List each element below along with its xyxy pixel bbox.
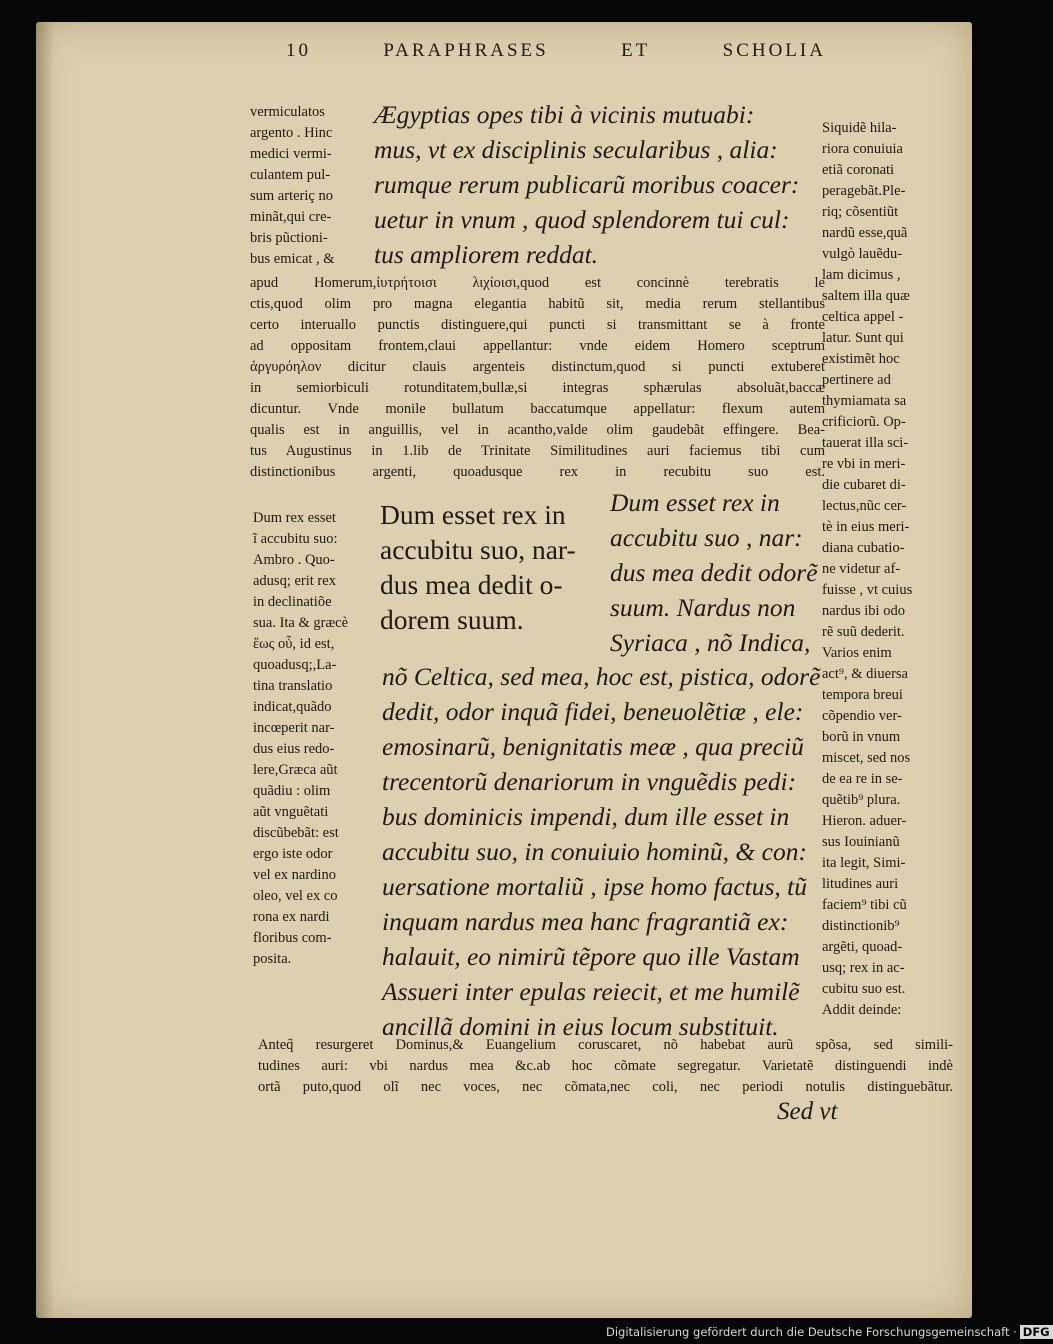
text-line: ad oppositam frontem,claui appellantur: vnde eidem Homero sceptrum <box>250 338 825 354</box>
text-line: tus ampliorem reddat. <box>374 240 599 269</box>
text-line: sus Iouinianũ <box>822 834 900 850</box>
text-line: distinctionib⁹ <box>822 918 900 934</box>
text-line: ne videtur af- <box>822 561 901 577</box>
scripture-text <box>380 497 605 637</box>
text-line: vulgò lauẽdu- <box>822 246 903 262</box>
text-line: bus dominicis impendi, dum ille esset in <box>382 802 790 831</box>
text-line: die cubaret di- <box>822 477 906 493</box>
text-line: quoadusq;,La- <box>253 657 337 673</box>
text-line: usq; rex in ac- <box>822 960 905 976</box>
text-line: ctis,quod olim pro magna elegantia habitũ sit, media rerum stellantibus <box>250 296 825 312</box>
running-title-word: SCHOLIA <box>722 40 826 61</box>
text-line: bus emicat , & <box>250 251 335 267</box>
text-line: Anteq̃ resurgeret Dominus,& Euangelium coruscaret, nõ habebat aurũ spõsa, sed simili- <box>258 1037 953 1053</box>
text-line: Dum rex esset <box>253 510 336 526</box>
catchword: Sed vt <box>777 1098 838 1125</box>
text-line: posita. <box>253 951 292 967</box>
text-line: vel ex nardino <box>253 867 336 883</box>
text-line: Hieron. aduer- <box>822 813 907 829</box>
text-line: quẽtib⁹ plura. <box>822 792 901 808</box>
text-line: tudines auri: vbi nardus mea &c.ab hoc cõmate segregatur. Varietatẽ distinguendi indè <box>258 1058 953 1074</box>
text-line: accubitu suo , nar: <box>610 523 803 552</box>
text-line: in declinatiõe <box>253 594 332 610</box>
text-line: minãt,qui cre- <box>250 209 332 225</box>
text-line: distinctionibus argenti, quoadusque rex in recubitu suo est. <box>250 464 825 480</box>
dfg-logo: DFG <box>1020 1325 1053 1339</box>
text-line: diana cubatio- <box>822 540 905 556</box>
text-line: tauerat illa sci- <box>822 435 909 451</box>
closing-commentary <box>258 1035 953 1098</box>
text-line: culantem pul- <box>250 167 331 183</box>
text-line: nardũ esse,quã <box>822 225 908 241</box>
text-line: inquam nardus mea hanc fragrantiã ex: <box>382 907 789 936</box>
page-header <box>286 40 826 62</box>
text-line: Syriaca , nõ Indica, <box>610 628 811 657</box>
text-line: oleo, vel ex co <box>253 888 338 904</box>
text-line: tina translatio <box>253 678 333 694</box>
text-line: ergo iste odor <box>253 846 333 862</box>
text-line: dus mea dedit o- <box>380 569 563 600</box>
left-margin-top <box>250 102 372 270</box>
text-line: accubitu suo, in conuiuio hominũ, & con: <box>382 837 807 866</box>
text-line: etiã coronati <box>822 162 895 178</box>
text-line: suum. Nardus non <box>610 593 796 622</box>
text-line: adusq; erit rex <box>253 573 336 589</box>
running-title-word: ET <box>621 40 651 61</box>
right-margin-notes <box>822 118 960 1021</box>
text-line: Assueri inter epulas reiecit, et me humilẽ <box>382 977 800 1006</box>
text-line: certo interuallo punctis distinguere,qui puncti si transmittant se à fronte <box>250 317 825 333</box>
text-line: ortã puto,quod olĩ nec voces, nec cõmata,nec coli, nec periodi notulis distinguebãtur. <box>258 1079 953 1095</box>
text-line: trecentorũ denariorum in vnguẽdis pedi: <box>382 767 797 796</box>
commentary-block <box>250 273 825 483</box>
text-line: Ægyptias opes tibi à vicinis mutuabi: <box>374 100 755 129</box>
text-line: riora conuiuia <box>822 141 903 157</box>
text-line: Varios enim <box>822 645 892 661</box>
text-line: sua. Ita & græcè <box>253 615 349 631</box>
text-line: crificiorũ. Op- <box>822 414 906 430</box>
text-line: emosinarũ, benignitatis meæ , qua preciũ <box>382 732 804 761</box>
text-line: ancillã domini in eius locum substituit. <box>382 1012 779 1041</box>
digitization-footer <box>606 1325 1053 1339</box>
text-line: Dum esset rex in <box>380 499 566 530</box>
text-line: miscet, sed nos <box>822 750 911 766</box>
text-line: accubitu suo, nar- <box>380 534 576 565</box>
text-line: peragebãt.Ple- <box>822 183 906 199</box>
text-line: argẽti, quoad- <box>822 939 903 955</box>
text-line: Addit deinde: <box>822 1002 902 1018</box>
text-line: tempora breui <box>822 687 903 703</box>
text-line: dicuntur. Vnde monile bullatum baccatumque appellatur: flexum autem <box>250 401 825 417</box>
text-line: ĩ accubitu suo: <box>253 531 338 547</box>
text-line: ἀργυρόηλον dicitur clauis argenteis distinctum,quod si puncti extuberet <box>250 359 825 375</box>
text-line: dedit, odor inquã fidei, beneuolẽtiæ , ele: <box>382 697 804 726</box>
text-line: latur. Sunt qui <box>822 330 904 346</box>
text-line: floribus com- <box>253 930 332 946</box>
text-line: tus Augustinus in 1.lib de Trinitate Similitudines auri faciemus tibi cum <box>250 443 825 459</box>
text-line: faciem⁹ tibi cũ <box>822 897 907 913</box>
page-number: 10 <box>286 40 311 61</box>
text-line: ita legit, Simi- <box>822 855 906 871</box>
text-line: aũt vnguẽtati <box>253 804 329 820</box>
text-line: uersatione mortaliũ , ipse homo factus, tũ <box>382 872 807 901</box>
italic-paraphrase-right <box>610 485 825 660</box>
text-line: rumque rerum publicarũ moribus coacer: <box>374 170 800 199</box>
text-line: bris pũctioni- <box>250 230 328 246</box>
text-line: existimẽt hoc <box>822 351 900 367</box>
text-line: ἕως οὗ, id est, <box>253 636 335 652</box>
text-line: Dum esset rex in <box>610 488 780 517</box>
italic-paraphrase-bottom <box>382 659 827 1044</box>
text-line: litudines auri <box>822 876 899 892</box>
text-line: discũbebãt: est <box>253 825 339 841</box>
text-line: celtica appel - <box>822 309 904 325</box>
text-line: incœperit nar- <box>253 720 335 736</box>
left-margin-bottom <box>253 508 375 970</box>
text-line: lectus,nũc cer- <box>822 498 907 514</box>
text-line: sum arteriç no <box>250 188 333 204</box>
text-line: halauit, eo nimirũ tẽpore quo ille Vastam <box>382 942 800 971</box>
text-line: quãdiu : olim <box>253 783 331 799</box>
text-line: lere,Græca aũt <box>253 762 338 778</box>
text-line: cubitu suo est. <box>822 981 906 997</box>
text-line: uetur in vnum , quod splendorem tui cul: <box>374 205 790 234</box>
text-line: Siquidẽ hila- <box>822 120 897 136</box>
text-line: act⁹, & diuersa <box>822 666 908 682</box>
text-line: nardus ibi odo <box>822 603 905 619</box>
text-line: apud Homerum,ἰυτρήτοισι λιχίοισι,quod est concinnè terebratis le <box>250 275 825 291</box>
text-line: dus eius redo- <box>253 741 335 757</box>
text-line: fuisse , vt cuius <box>822 582 913 598</box>
text-line: medici vermi- <box>250 146 332 162</box>
text-line: pertinere ad <box>822 372 891 388</box>
text-line: indicat,quãdo <box>253 699 332 715</box>
text-line: riq; cõsentiũt <box>822 204 899 220</box>
text-line: Ambro . Quo- <box>253 552 335 568</box>
text-line: de ea re in se- <box>822 771 903 787</box>
text-line: vermiculatos <box>250 104 325 120</box>
text-line: rona ex nardi <box>253 909 330 925</box>
text-line: borũ in vnum <box>822 729 901 745</box>
footer-text: Digitalisierung gefördert durch die Deutsche Forschungsgemeinschaft · <box>606 1325 1017 1339</box>
text-line: saltem illa quæ <box>822 288 910 304</box>
text-line: dus mea dedit odorẽ <box>610 558 818 587</box>
text-line: re vbi in meri- <box>822 456 906 472</box>
running-title-word: PARAPHRASES <box>383 40 549 61</box>
text-line: mus, vt ex disciplinis secularibus , alia: <box>374 135 778 164</box>
italic-paraphrase-top <box>374 97 824 272</box>
text-line: thymiamata sa <box>822 393 907 409</box>
text-line: cõpendio ver- <box>822 708 902 724</box>
text-line: tè in eius meri- <box>822 519 910 535</box>
text-line: lam dicimus , <box>822 267 901 283</box>
text-line: qualis est in anguillis, vel in acantho,valde olim gaudebãt effingere. Bea- <box>250 422 825 438</box>
text-line: argento . Hinc <box>250 125 333 141</box>
text-line: in semiorbiculi rotunditatem,bullæ,si integras sphærulas absoluãt,baccæ <box>250 380 825 396</box>
text-line: dorem suum. <box>380 604 524 635</box>
text-line: rẽ suũ dederit. <box>822 624 905 640</box>
text-line: nõ Celtica, sed mea, hoc est, pistica, odorẽ <box>382 662 821 691</box>
